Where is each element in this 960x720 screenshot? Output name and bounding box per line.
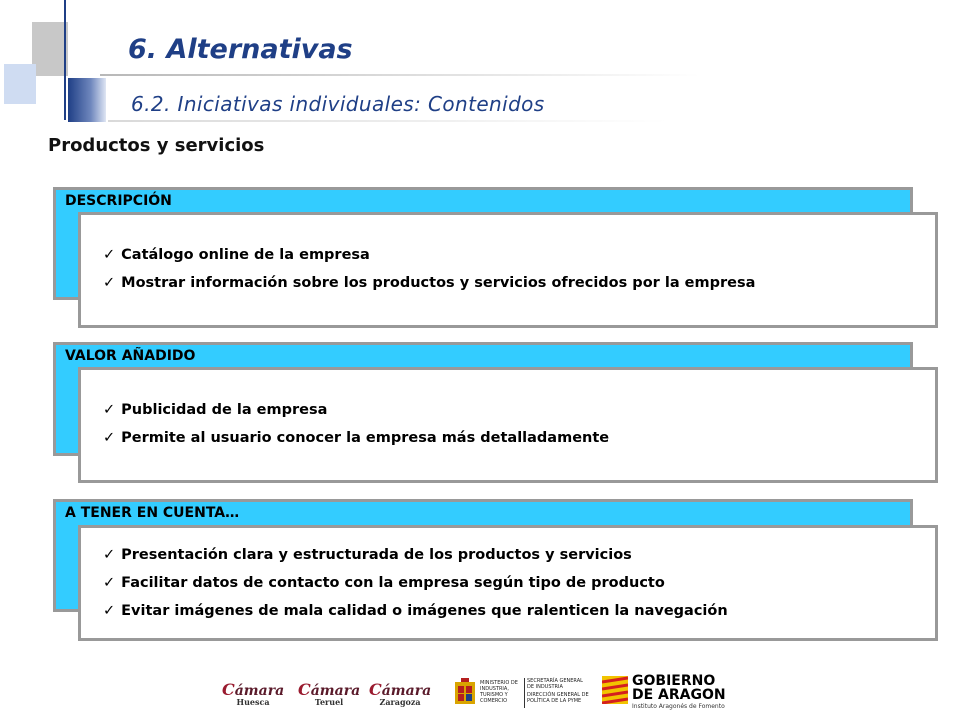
check-icon: ✓ [103,402,116,418]
list-item: ✓ Evitar imágenes de mala calidad o imágenes que ralenticen la navegación [103,603,728,619]
section-heading: Productos y servicios [48,135,265,156]
check-icon: ✓ [103,603,116,619]
logo-divider [524,678,525,708]
section-label: A TENER EN CUENTA… [65,505,240,521]
section-tener-content [78,525,938,641]
logo-camara-huesca: Cámara Huesca [222,680,285,707]
list-item: ✓ Publicidad de la empresa [103,402,328,418]
header-decoration-light-square [4,64,36,104]
header-decoration-blue-square [68,78,106,122]
list-item: ✓ Facilitar datos de contacto con la empresa según tipo de producto [103,575,665,591]
section-label: DESCRIPCIÓN [65,193,172,209]
check-icon: ✓ [103,575,116,591]
list-item: ✓ Presentación clara y estructurada de los productos y servicios [103,547,632,563]
check-icon: ✓ [103,547,116,563]
logo-gobierno-aragon: GOBIERNO DE ARAGON Instituto Aragonés de Fomento [602,672,742,714]
list-item: ✓ Catálogo online de la empresa [103,247,370,263]
list-item: ✓ Mostrar información sobre los productos y servicios ofrecidos por la empresa [103,275,756,291]
header-divider-top [100,74,700,76]
section-valor-content [78,367,938,483]
check-icon: ✓ [103,275,116,291]
header-vertical-line [64,0,66,120]
header-decoration-gray-square [32,22,68,76]
check-icon: ✓ [103,430,116,446]
list-item: ✓ Permite al usuario conocer la empresa más detalladamente [103,430,610,446]
page-title: 6. Alternativas [128,34,353,65]
page-subtitle: 6.2. Iniciativas individuales: Contenidos [131,92,545,116]
aragon-flag-icon [602,676,628,704]
header-divider-bottom [108,120,668,122]
coat-of-arms-icon [452,678,478,708]
check-icon: ✓ [103,247,116,263]
section-descripcion-content [78,212,938,328]
logo-ministerio: MINISTERIO DE INDUSTRIA, TURISMO Y COMERCIO SECRETARÍA GENERAL DE INDUSTRIA DIRECCIÓN GENERAL DE POLÍTICA DE LA PYME [452,676,592,712]
section-label: VALOR AÑADIDO [65,348,196,364]
logo-camara-teruel: Cámara Teruel [298,680,361,707]
logo-camara-zaragoza: Cámara Zaragoza [369,680,432,707]
